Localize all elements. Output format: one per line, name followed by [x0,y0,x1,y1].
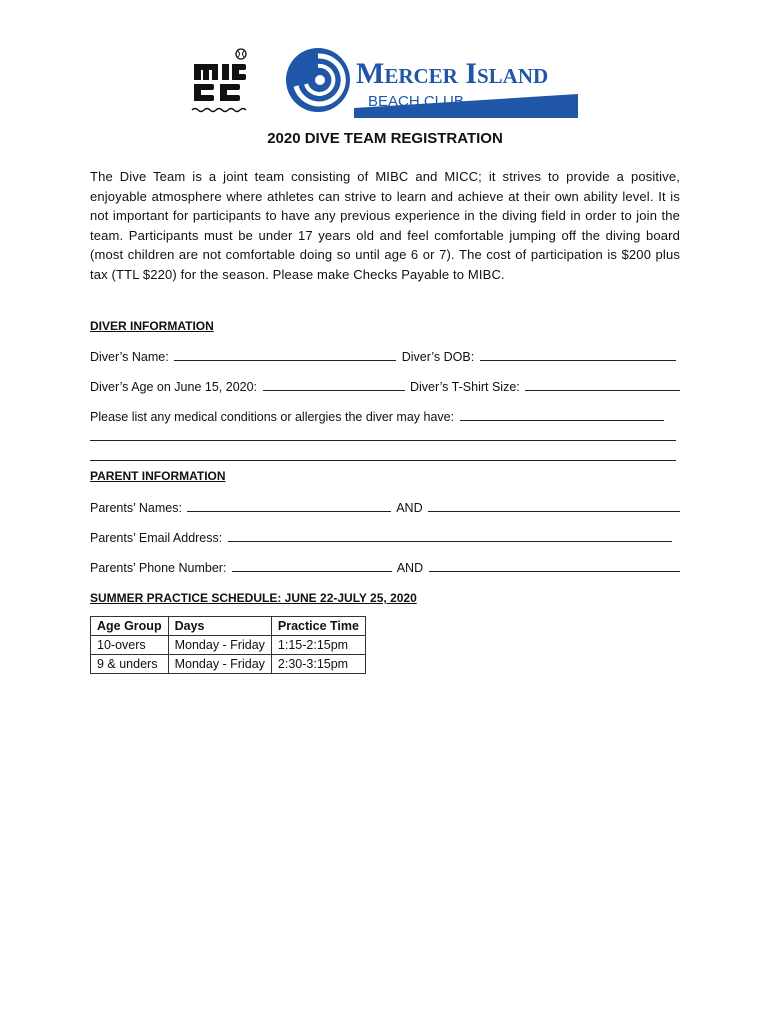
diver-name-field[interactable] [174,348,396,361]
schedule-cell-days: Monday - Friday [168,636,271,655]
parent-phone-row [90,559,680,575]
mibc-logo-graphic [284,46,580,118]
page-title: 2020 DIVE TEAM REGISTRATION [267,130,503,147]
parent-email-label: Parents’ Email Address: [90,531,223,545]
parent-names-label: Parents’ Names: [90,501,182,515]
table-row [91,655,366,674]
schedule-cell-time: 1:15-2:15pm [271,636,365,655]
diver-info-heading: DIVER INFORMATION [90,319,214,333]
diver-dob-field[interactable] [480,348,676,361]
diver-dob-label: Diver’s DOB: [401,350,475,364]
micc-logo-graphic [190,46,254,120]
parent-phone-and: AND [396,561,424,575]
schedule-cell-age: 10-overs [91,636,169,655]
mibc-logo [284,46,580,118]
parent-email-row [90,529,680,545]
schedule-header-age: Age Group [91,617,169,636]
parent-phone-1-field[interactable] [232,559,392,572]
diver-name-row [90,348,680,364]
diver-age-field[interactable] [263,378,405,391]
mibc-logo-line2: BEACH CLUB [368,93,464,110]
parent-names-and: AND [396,501,423,515]
schedule-table [90,616,366,674]
diver-medical-label: Please list any medical conditions or allergies the diver may have: [90,410,455,424]
diver-shirt-label: Diver’s T-Shirt Size: [410,380,520,394]
micc-logo [190,46,254,120]
parent-names-row [90,499,680,515]
parent-name-2-field[interactable] [428,499,680,512]
parent-phone-label: Parents’ Phone Number: [90,561,227,575]
medical-continuation-line-1[interactable] [90,440,676,441]
diver-medical-field[interactable] [460,408,664,421]
schedule-header-time: Practice Time [271,617,365,636]
parent-name-1-field[interactable] [187,499,391,512]
parent-info-heading: PARENT INFORMATION [90,469,226,483]
medical-continuation-line-2[interactable] [90,460,676,461]
schedule-cell-days: Monday - Friday [168,655,271,674]
schedule-header-days: Days [168,617,271,636]
diver-medical-row [90,408,680,424]
diver-age-row [90,378,680,394]
diver-shirt-field[interactable] [525,378,680,391]
diver-age-label: Diver’s Age on June 15, 2020: [90,380,258,394]
diver-name-label: Diver’s Name: [90,350,169,364]
parent-email-field[interactable] [228,529,672,542]
mibc-logo-line1: Mercer Island [356,57,549,90]
schedule-heading: SUMMER PRACTICE SCHEDULE: JUNE 22-JULY 25, 2020 [90,591,417,605]
schedule-cell-time: 2:30-3:15pm [271,655,365,674]
parent-phone-2-field[interactable] [429,559,680,572]
schedule-header-row [91,617,366,636]
schedule-cell-age: 9 & unders [91,655,169,674]
intro-paragraph: The Dive Team is a joint team consisting of MIBC and MICC; it strives to provide a positive, enjoyable atmosphere where athletes can strive to learn and achieve at their own ability level. It is not important for participants to have any previous experience in the diving field in order to join the team. Participants must be under 17 years old and feel comfortable jumping off the diving board (most children are not comfortable doing so until age 6 or 7). The cost of participation is $200 plus tax (TTL $220) for the season. Please make Checks Payable to MIBC. [90,169,680,282]
table-row [91,636,366,655]
